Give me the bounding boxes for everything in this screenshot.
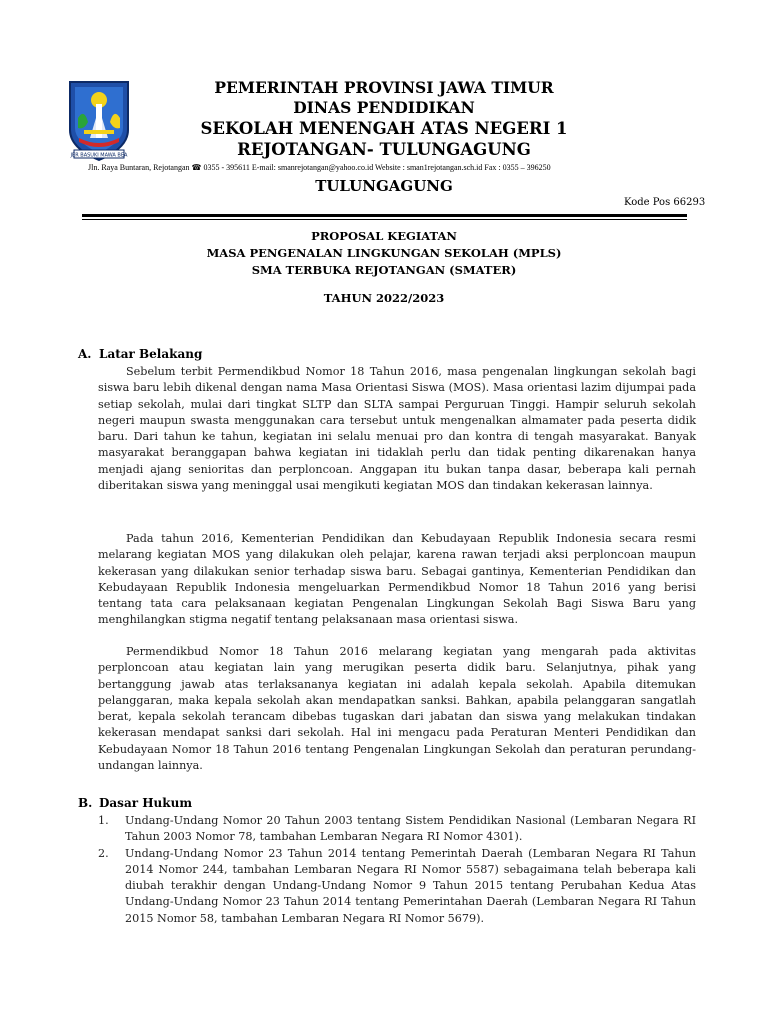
list-item-text: Undang-Undang Nomor 20 Tahun 2003 tentang Sistem Pendidikan Nasional (Lembaran Negara RI Tahun 2003 Nomor 78, tambahan Lembaran Negara RI Nomor 4301). — [125, 814, 696, 844]
list-item-text: Undang-Undang Nomor 23 Tahun 2014 tentang Pemerintah Daerah (Lembaran Negara RI Tahun 2014 Nomor 244, tambahan Lembaran Negara RI Nomor 5587) sebagaimana telah beberapa kali diubah terakhir dengan Undang-Undang Nomor 9 Tahun 2015 tentang Perubahan Kedua Atas Undang-Undang Nomor 23 Tahun 2014 tentang Pemerintahan Daerah (Lembaran Negara RI Tahun 2015 Nomor 58, tambahan Lembaran Negara RI Nomor 5679). — [125, 846, 696, 925]
section-a-paragraph-2 — [98, 531, 696, 629]
list-item — [98, 813, 696, 846]
section-a-paragraph-1 — [98, 364, 696, 494]
list-item-number: 1. — [98, 814, 109, 827]
section-a-title: Latar Belakang — [99, 347, 203, 361]
section-b-heading — [78, 796, 192, 810]
legal-basis-list — [98, 813, 696, 927]
header-department: DINAS PENDIDIKAN — [293, 98, 475, 117]
header-divider-thin — [82, 219, 687, 220]
header-government: PEMERINTAH PROVINSI JAWA TIMUR — [214, 78, 554, 97]
proposal-organizer: SMA TERBUKA REJOTANGAN (SMATER) — [251, 263, 517, 277]
paragraph-text: Pada tahun 2016, Kementerian Pendidikan dan Kebudayaan Republik Indonesia secara resmi melarang kegiatan MOS yang dilakukan oleh pelajar, karena rawan terjadi aksi perploncoan maupun kekerasan yang dilakukan senior terhadap siswa baru. Sebagai gantinya, Kementerian Pendidikan dan Kebudayaan Republik Indonesia mengeluarkan Permendikbud Nomor 18 Tahun 2016 yang berisi tentang tata cara pelaksanaan kegiatan Pengenalan Lingkungan Sekolah Bagi Siswa Baru yang menghilangkan stigma negatif tentang pelaksanaan masa orientasi siswa. — [98, 532, 696, 627]
paragraph-text: Sebelum terbit Permendikbud Nomor 18 Tahun 2016, masa pengenalan lingkungan sekolah bagi siswa baru lebih dikenal dengan nama Masa Orientasi Siswa (MOS). Masa orientasi lazim dijumpai pada setiap sekolah, mulai dari tingkat SLTP dan SLTA sampai Perguruan Tinggi. Hampir seluruh sekolah negeri maupun swasta menggunakan cara tersebut untuk mengenalkan almamater pada peserta didik baru. Dari tahun ke tahun, kegiatan ini selalu menuai pro dan kontra di tengah masyarakat. Banyak masyarakat beranggapan bahwa kegiatan ini tidaklah perlu dan tidak penting dikarenakan hanya menjadi ajang senioritas dan perploncoan. Anggapan itu bukan tanpa dasar, beberapa kali pernah diberitakan siswa yang meninggal usai mengikuti kegiatan MOS dan tindakan kekerasan lainnya. — [98, 365, 696, 492]
header-divider-thick — [82, 214, 687, 217]
header-city: TULUNGAGUNG — [315, 177, 453, 195]
header-school-name: SEKOLAH MENENGAH ATAS NEGERI 1 — [200, 119, 568, 138]
list-item-number: 2. — [98, 846, 109, 860]
header-address: Jln. Raya Buntaran, Rejotangan ☎ 0355 - 395611 E-mail: smanrejotangan@yahoo.co.id Website : sman1rejotangan.sch.id Fax : 0355 – 396250 — [88, 163, 551, 172]
list-item — [98, 846, 696, 927]
paragraph-text: Permendikbud Nomor 18 Tahun 2016 melarang kegiatan yang mengarah pada aktivitas perploncoan atau kegiatan lain yang merugikan peserta didik baru. Selanjutnya, pihak yang bertanggung jawab atas terlaksananya kegiatan ini adalah kepala sekolah. Apabila ditemukan pelanggaran, maka kepala sekolah akan mendapatkan sanksi. Bahkan, apabila pelanggaran sangatlah berat, kepala sekolah terancam dibebas tugaskan dari jabatan dan siswa yang melakukan tindakan kekerasan mendapat sanksi dari sekolah. Hal ini mengacu pada Peraturan Menteri Pendidikan dan Kebudayaan Nomor 18 Tahun 2016 tentang Pengenalan Lingkungan Sekolah dan peraturan perundang-undangan lainnya. — [98, 645, 696, 772]
section-b-title: Dasar Hukum — [99, 796, 193, 810]
proposal-subtitle: MASA PENGENALAN LINGKUNGAN SEKOLAH (MPLS) — [206, 246, 562, 260]
east-java-emblem-logo — [66, 78, 132, 164]
proposal-year: TAHUN 2022/2023 — [323, 291, 445, 305]
proposal-title: PROPOSAL KEGIATAN — [311, 229, 457, 243]
header-school-location: REJOTANGAN- TULUNGAGUNG — [237, 140, 531, 159]
section-a-paragraph-3 — [98, 644, 696, 774]
postal-code: Kode Pos 66293 — [624, 197, 706, 208]
section-b-letter: B. — [78, 796, 93, 810]
svg-text:JER BASUKI MAWA BEA: JER BASUKI MAWA BEA — [70, 152, 128, 159]
section-a-heading — [78, 347, 202, 361]
section-a-letter: A. — [78, 347, 92, 361]
